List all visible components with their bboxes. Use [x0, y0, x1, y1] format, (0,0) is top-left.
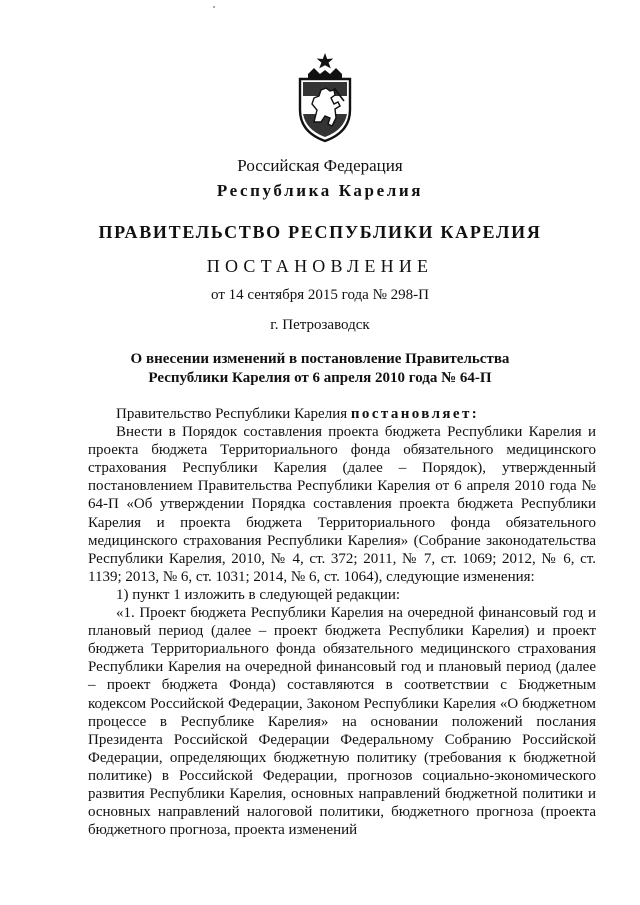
city: г. Петрозаводск: [270, 317, 370, 333]
decree-verb: постановляет:: [350, 406, 480, 422]
document-type: ПОСТАНОВЛЕНИЕ: [206, 256, 434, 276]
body-paragraph-2: 1) пункт 1 изложить в следующей редакции:: [116, 586, 401, 603]
body-paragraph-3: «1. Проект бюджета Республики Карелия на очередной финансовый год и плановый период (далее – проект бюджета Республики Карелия) и проект бюджета Территориального фонда обязательного медицинского страхования Республики Карелия на очередной финансовый год и плановый период (далее – проект бюджета Фонда) составляются в соответствии с Бюджетным кодексом Российской Федерации, Законом Республики Карелия «О бюджетном процессе в Республике Карелия» на основании положений послания Президента Российской Федерации Федеральному Собранию Российской Федерации, определяющих бюджетную политику (требования к бюджетной политике) в Российской Федерации, прогнозов социально-экономического развития Республики Карелия, основных направлений бюджетной политики и основных направлений налоговой политики, бюджетного прогноза (проекта бюджетного прогноза, проекта изменений: [88, 605, 596, 839]
document-title-line-1: О внесении изменений в постановление Правительства: [130, 351, 510, 367]
date-and-number: от 14 сентября 2015 года № 298-П: [211, 287, 429, 303]
decree-paragraph: [88, 405, 596, 423]
document-title-line-2: Республики Карелия от 6 апреля 2010 года № 64-П: [148, 370, 492, 386]
body-paragraph-1: Внести в Порядок составления проекта бюджета Республики Карелия и проекта бюджета Территориального фонда обязательного медицинского страхования Республики Карелия (далее – Порядок), утвержденный постановлением Правительства Республики Карелия от 6 апреля 2010 года № 64-П «Об утверждении Порядка составления проекта бюджета Республики Карелия и проекта бюджета Территориального фонда обязательного медицинского страхования Республики Карелия» (Собрание законодательства Республики Карелия, 2010, № 4, ст. 372; 2011, № 7, ст. 1069; 2012, № 6, ст. 1139; 2013, № 6, ст. 1031; 2014, № 6, ст. 1064), следующие изменения:: [88, 424, 596, 585]
document-title: [0, 350, 640, 388]
decree-prefix: Правительство Республики Карелия: [116, 406, 351, 422]
country-name: Российская Федерация: [237, 156, 403, 175]
government-name: ПРАВИТЕЛЬСТВО РЕСПУБЛИКИ КАРЕЛИЯ: [98, 222, 542, 242]
republic-name: Республика Карелия: [216, 181, 424, 200]
coat-of-arms-karelia-icon: [290, 52, 360, 144]
document-body: [88, 405, 596, 839]
scan-mark: [213, 6, 215, 8]
